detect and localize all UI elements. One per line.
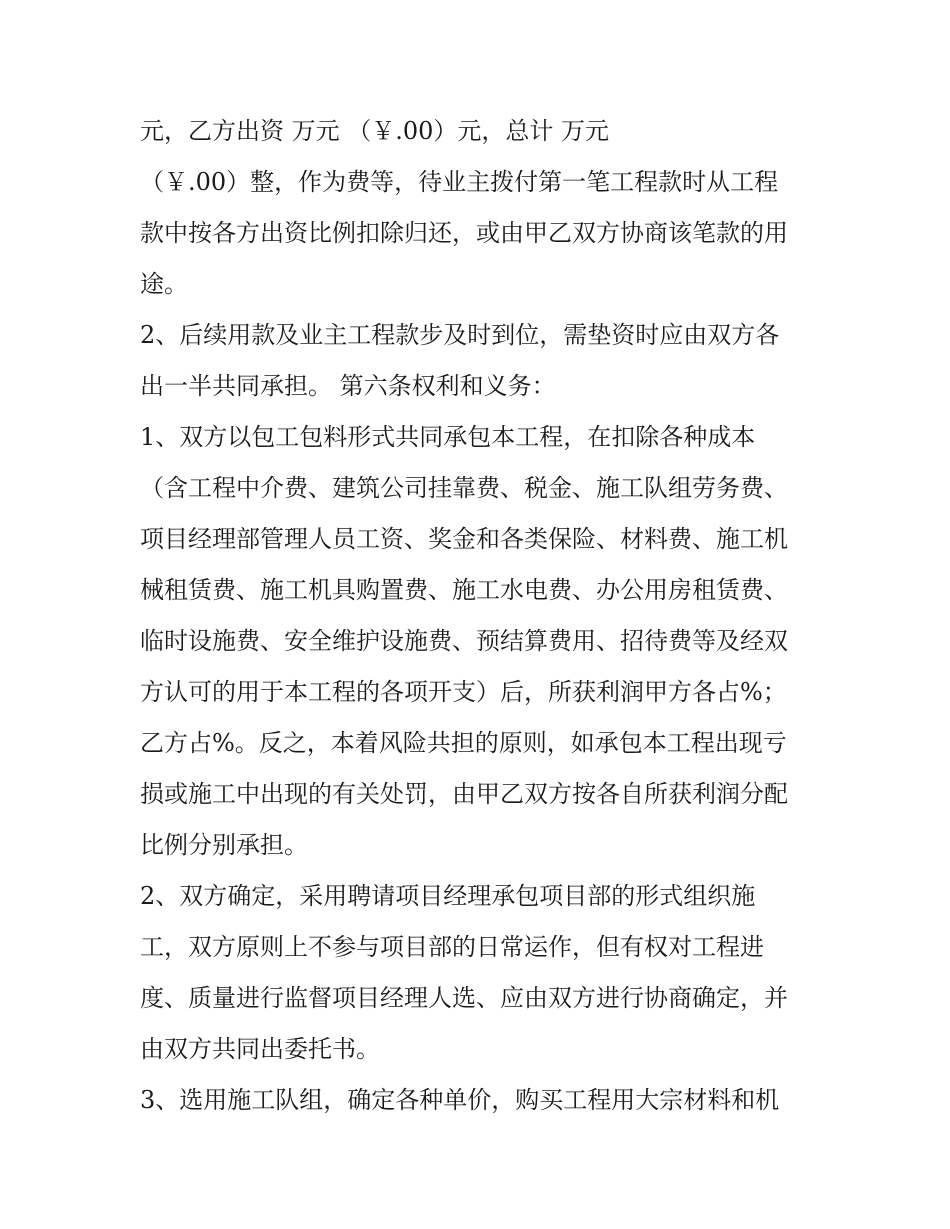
text-line: 款中按各方出资比例扣除归还，或由甲乙双方协商该笔款的用	[140, 219, 788, 247]
text-line: 途。	[140, 270, 188, 298]
text-line: 元，乙方出资 万元 （￥.00）元，总计 万元	[140, 117, 610, 145]
text-line: 械租赁费、施工机具购置费、施工水电费、办公用房租赁费、	[140, 576, 788, 604]
text-line: 方认可的用于本工程的各项开支）后，所获利润甲方各占%；	[140, 678, 787, 706]
text-line: 1、双方以包工包料形式共同承包本工程，在扣除各种成本	[140, 423, 756, 451]
text-line: 2、后续用款及业主工程款步及时到位，需垫资时应由双方各	[140, 321, 780, 349]
text-line: 项目经理部管理人员工资、奖金和各类保险、材料费、施工机	[140, 525, 788, 553]
text-line: 工，双方原则上不参与项目部的日常运作，但有权对工程进	[140, 933, 764, 961]
text-line: 比例分别承担。	[140, 831, 308, 859]
text-line: 由双方共同出委托书。	[140, 1035, 380, 1063]
text-line: 度、质量进行监督项目经理人选、应由双方进行协商确定，并	[140, 984, 788, 1012]
document-body	[140, 106, 820, 1126]
text-line: 乙方占%。反之，本着风险共担的原则，如承包本工程出现亏	[140, 729, 787, 757]
text-line: 2、双方确定，采用聘请项目经理承包项目部的形式组织施	[140, 882, 756, 910]
text-line: （含工程中介费、建筑公司挂靠费、税金、施工队组劳务费、	[140, 474, 788, 502]
text-line: 3、选用施工队组，确定各种单价，购买工程用大宗材料和机	[140, 1086, 780, 1114]
text-line: （￥.00）整，作为费等，待业主拨付第一笔工程款时从工程	[140, 168, 779, 196]
text-line: 出一半共同承担。 第六条权利和义务：	[140, 372, 556, 400]
text-line: 损或施工中出现的有关处罚，由甲乙双方按各自所获利润分配	[140, 780, 788, 808]
text-line: 临时设施费、安全维护设施费、预结算费用、招待费等及经双	[140, 627, 788, 655]
